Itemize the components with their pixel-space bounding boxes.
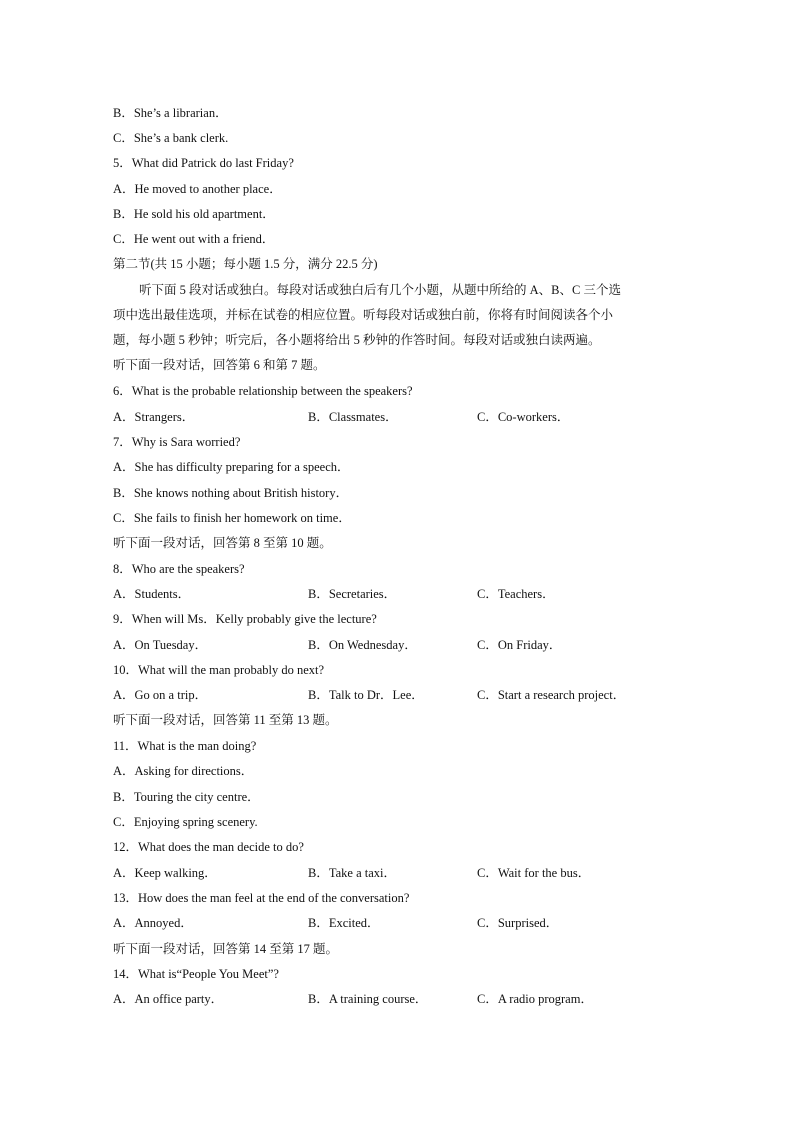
dialogue-intro-14-17: 听下面一段对话，回答第 14 至第 17 题。: [113, 942, 339, 956]
q10-option-c: C．Start a research project．: [477, 688, 626, 702]
q7-question: 7．Why is Sara worried?: [113, 435, 241, 449]
instructions-line-2: 项中选出最佳选项，并标在试卷的相应位置。听每段对话或独白前，你将有时间阅读各个小: [113, 308, 614, 322]
q13-option-b: B．Excited．: [308, 916, 380, 930]
section-heading: 第二节(共 15 小题；每小题 1.5 分，满分 22.5 分): [113, 257, 378, 271]
q5-option-b: B．He sold his old apartment．: [113, 207, 275, 221]
q9-option-a: A．On Tuesday．: [113, 638, 208, 652]
q9-question: 9．When will Ms．Kelly probably give the lecture?: [113, 612, 377, 626]
q14-option-b: B．A training course．: [308, 992, 428, 1006]
q12-option-c: C．Wait for the bus．: [477, 866, 591, 880]
q11-option-a: A．Asking for directions．: [113, 764, 254, 778]
q10-option-a: A．Go on a trip．: [113, 688, 208, 702]
q8-option-b: B．Secretaries．: [308, 587, 397, 601]
q8-option-a: A．Students．: [113, 587, 191, 601]
q10-option-b: B．Talk to Dr．Lee．: [308, 688, 424, 702]
dialogue-intro-8-10: 听下面一段对话，回答第 8 至第 10 题。: [113, 536, 332, 550]
q11-option-c: C．Enjoying spring scenery.: [113, 815, 258, 829]
q7-option-b: B．She knows nothing about British history．: [113, 486, 349, 500]
q12-option-b: B．Take a taxi．: [308, 866, 396, 880]
q12-option-a: A．Keep walking．: [113, 866, 217, 880]
q5-option-a: A．He moved to another place．: [113, 182, 282, 196]
q6-option-b: B．Classmates．: [308, 410, 398, 424]
q12-question: 12．What does the man decide to do?: [113, 840, 304, 854]
q13-option-a: A．Annoyed．: [113, 916, 193, 930]
q7-option-c: C．She fails to finish her homework on time．: [113, 511, 351, 525]
q14-option-a: A．An office party．: [113, 992, 224, 1006]
q11-question: 11．What is the man doing?: [113, 739, 257, 753]
dialogue-intro-6-7: 听下面一段对话，回答第 6 和第 7 题。: [113, 358, 326, 372]
q4-option-b: B．She’s a librarian．: [113, 106, 228, 120]
q14-option-c: C．A radio program．: [477, 992, 593, 1006]
q13-question: 13．How does the man feel at the end of the conversation?: [113, 891, 410, 905]
q10-question: 10．What will the man probably do next?: [113, 663, 325, 677]
instructions-line-1: 听下面 5 段对话或独白。每段对话或独白后有几个小题，从题中所给的 A、B、C 三个选: [139, 283, 621, 297]
q13-option-c: C．Surprised．: [477, 916, 559, 930]
q9-option-c: C．On Friday．: [477, 638, 562, 652]
q8-question: 8．Who are the speakers?: [113, 562, 245, 576]
instructions-line-3: 题，每小题 5 秒钟；听完后，各小题将给出 5 秒钟的作答时间。每段对话或独白读两遍。: [113, 333, 601, 347]
q6-question: 6．What is the probable relationship between the speakers?: [113, 384, 413, 398]
q5-option-c: C．He went out with a friend．: [113, 232, 275, 246]
q4-option-c: C．She’s a bank clerk.: [113, 131, 229, 145]
dialogue-intro-11-13: 听下面一段对话，回答第 11 至第 13 题。: [113, 713, 338, 727]
q9-option-b: B．On Wednesday．: [308, 638, 417, 652]
q6-option-a: A．Strangers．: [113, 410, 195, 424]
q7-option-a: A．She has difficulty preparing for a speech．: [113, 460, 350, 474]
q6-option-c: C．Co-workers．: [477, 410, 570, 424]
q11-option-b: B．Touring the city centre．: [113, 790, 260, 804]
q14-question: 14．What is“People You Meet”?: [113, 967, 279, 981]
q8-option-c: C．Teachers．: [477, 587, 555, 601]
q5-question: 5．What did Patrick do last Friday?: [113, 156, 294, 170]
